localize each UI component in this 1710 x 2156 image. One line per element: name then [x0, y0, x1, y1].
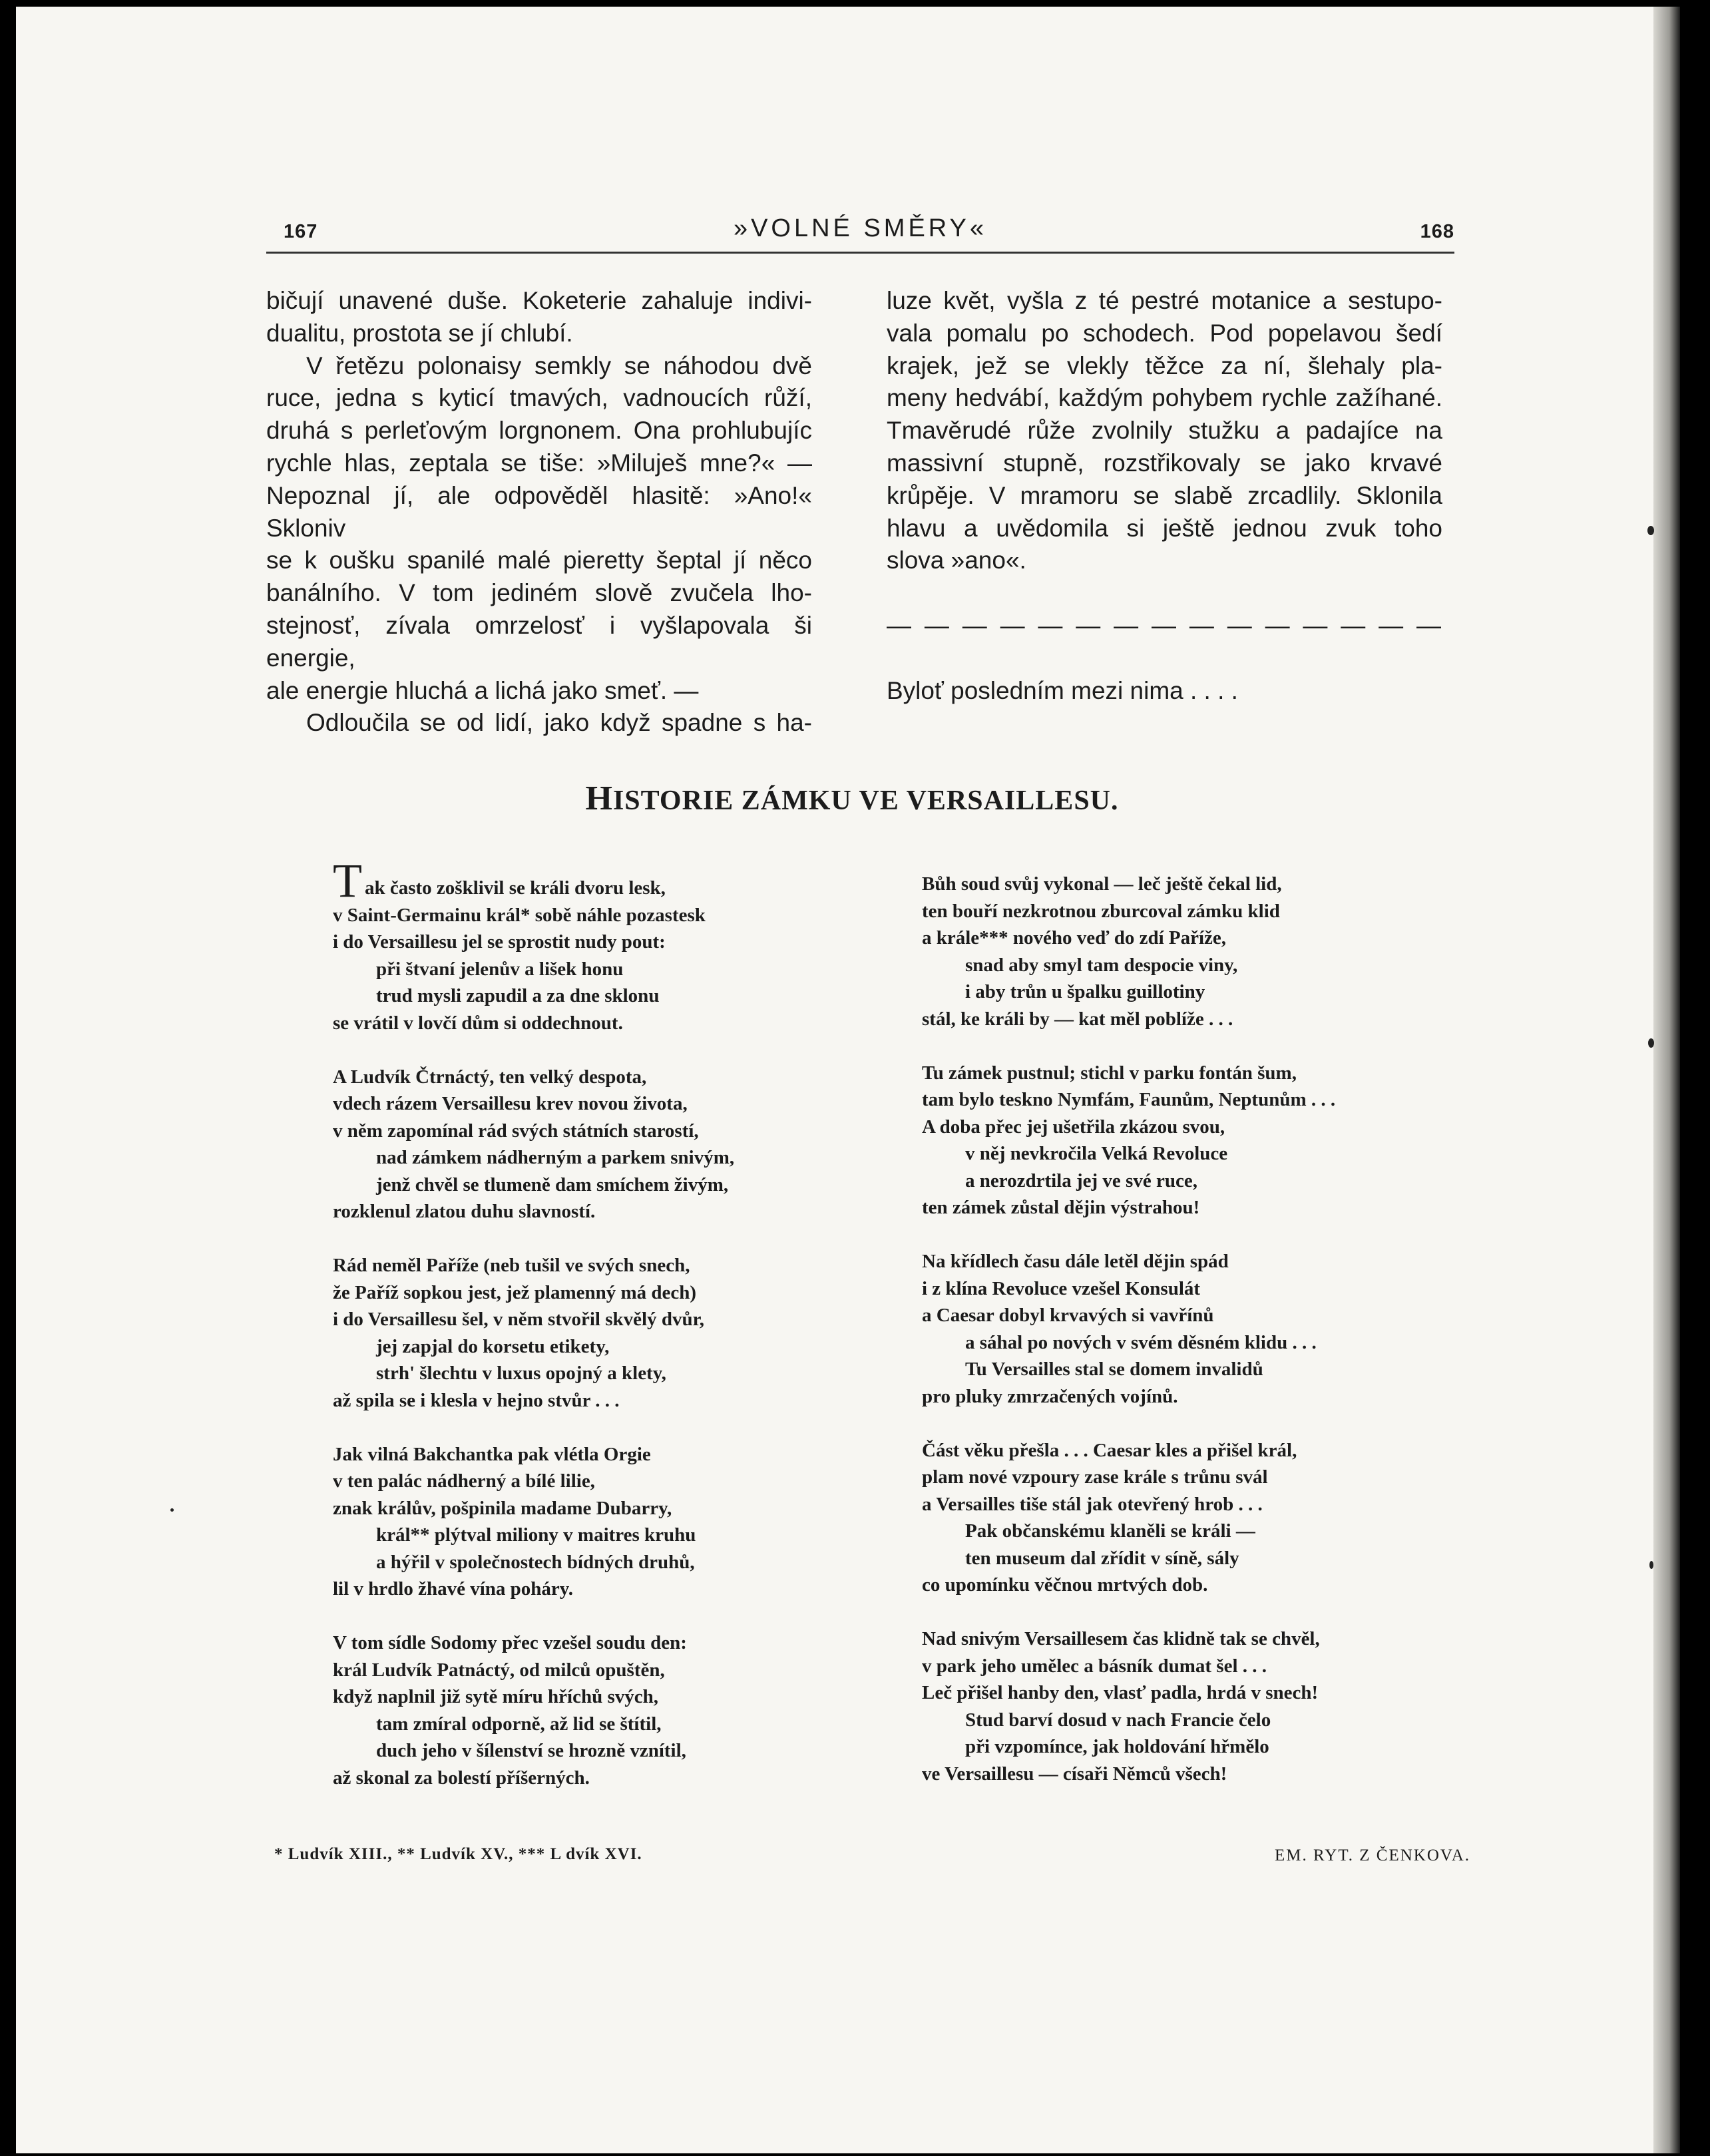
poem-verse: trud mysli zapudil a za dne sklonu — [376, 985, 660, 1006]
prose-column-left — [266, 285, 812, 740]
prose-gap — [887, 642, 1442, 675]
prose-line: stejnosť, zívala omrzelosť i vyšlapovala ši energie, — [266, 611, 812, 672]
poem-verse: nad zámkem nádherným a parkem snivým, — [376, 1147, 735, 1168]
poem-verse: v park jeho umělec a básník dumat šel . . . — [922, 1655, 1267, 1677]
poem-verse: a Versailles tiše stál jak otevřený hrob . . . — [922, 1493, 1263, 1515]
poem-verse: a sáhal po nových v svém děsném klidu . . . — [965, 1331, 1317, 1353]
poem-verse: Bůh soud svůj vykonal — leč ještě čekal lid, — [922, 873, 1282, 895]
right-page-number: 168 — [1420, 221, 1454, 242]
scan-speck — [170, 1508, 174, 1512]
poem-stanza — [922, 1625, 1441, 1787]
poem-verse: Tu zámek pustnul; stichl v parku fontán šum, — [922, 1062, 1297, 1084]
poem-verse: snad aby smyl tam despocie viny, — [965, 954, 1238, 976]
poem-verse: Stud barví dosud v nach Francie čelo — [965, 1709, 1271, 1731]
prose-line: se k oušku spanilé malé pieretty šeptal jí něco — [266, 546, 812, 574]
prose-line: vala pomalu po schodech. Pod popelavou šedí — [887, 319, 1442, 347]
separator-dashes: — — — — — — — — — — — — — — — — [887, 611, 1442, 639]
poem-verse: ve Versaillesu — císaři Němců všech! — [922, 1763, 1227, 1785]
prose-line: bičují unavené duše. Koketerie zahaluje indivi- — [266, 287, 812, 314]
prose-line: druhá s perleťovým lorgnonem. Ona prohlubujíc — [266, 417, 812, 445]
poem-stanza — [333, 1064, 812, 1225]
poem-stanza — [922, 1248, 1441, 1410]
poem-verse: A doba přec jej ušetřila zkázou svou, — [922, 1116, 1225, 1138]
section-title-rest: ISTORIE ZÁMKU VE VERSAILLESU. — [612, 785, 1119, 816]
poem-verse: při vzpomínce, jak holdování hřmělo — [965, 1736, 1269, 1757]
poem-verse: a Caesar dobyl krvavých si vavřínů — [922, 1305, 1214, 1326]
header-rule — [266, 252, 1454, 254]
poem-verse: v ten palác nádherný a bílé lilie, — [333, 1470, 595, 1492]
poem-verse: stál, ke králi by — kat měl poblíže . . . — [922, 1008, 1233, 1030]
page-edge-shadow — [1653, 7, 1680, 2153]
left-page-number: 167 — [284, 221, 318, 242]
prose-line: meny hedvábí, každým pohybem rychle zažíhané. — [887, 384, 1442, 412]
poem-verse: král Ludvík Patnáctý, od milců opuštěn, — [333, 1659, 665, 1681]
scan-speck — [1648, 1038, 1654, 1048]
prose-line: rychle hlas, zeptala se tiše: »Miluješ mne?« — — [266, 449, 812, 477]
prose-line: ale energie hluchá a lichá jako smeť. — — [266, 676, 699, 704]
poem-verse: jenž chvěl se tlumeně dam smíchem živým, — [376, 1174, 729, 1195]
poem-verse: duch jeho v šílenství se hrozně vznítil, — [376, 1740, 686, 1761]
poem-column-left — [333, 854, 812, 1819]
poem-verse: co upomínku věčnou mrtvých dob. — [922, 1574, 1208, 1596]
poem-verse: plam nové vzpoury zase krále s trůnu svál — [922, 1466, 1268, 1488]
poem-verse: vdech rázem Versaillesu krev novou života, — [333, 1093, 688, 1114]
poem-verse: a nerozdrtila jej ve své ruce, — [965, 1170, 1197, 1191]
poem-verse: když naplnil již sytě míru hříchů svých, — [333, 1686, 659, 1707]
closing-line: Byloť posledním mezi nima . . . . — [887, 676, 1238, 704]
poem-stanza — [333, 854, 812, 1036]
poem-stanza — [333, 1252, 812, 1414]
poem-verse: až spila se i klesla v hejno stvůr . . . — [333, 1389, 620, 1411]
running-title: »VOLNÉ SMĚRY« — [733, 214, 988, 242]
poem-verse: Na křídlech času dále letěl dějin spád — [922, 1251, 1229, 1272]
section-title-initial: H — [585, 779, 613, 817]
prose-line: banálního. V tom jediném slově zvučela lho- — [266, 579, 812, 607]
prose-line: luze květ, vyšla z té pestré motanice a sestupo- — [887, 287, 1442, 314]
author-signature: EM. RYT. Z ČENKOVA. — [1275, 1846, 1471, 1864]
poem-verse: se vrátil v lovčí dům si oddechnout. — [333, 1012, 623, 1034]
poem-verse: Rád neměl Paříže (neb tušil ve svých snech, — [333, 1255, 690, 1276]
poem-verse: a hýřil v společnostech bídných druhů, — [376, 1551, 695, 1573]
prose-line: V řetězu polonaisy semkly se náhodou dvě — [306, 351, 812, 379]
poem-verse: tam bylo teskno Nymfám, Faunům, Neptunům . . . — [922, 1089, 1336, 1110]
poem-column-right — [922, 871, 1441, 1815]
poem-verse: Nad snivým Versaillesem čas klidně tak se chvěl, — [922, 1628, 1320, 1649]
poem-verse: V tom sídle Sodomy přec vzešel soudu den: — [333, 1632, 687, 1653]
poem-verse: Tak často zošklivil se králi dvoru lesk, — [333, 854, 666, 907]
poem-verse: i do Versaillesu šel, v něm stvořil skvělý dvůr, — [333, 1309, 705, 1330]
poem-verse: i aby trůn u špalku guillotiny — [965, 981, 1205, 1002]
poem-verse: až skonal za bolestí příšerných. — [333, 1767, 590, 1789]
poem-verse: tam zmíral odporně, až lid se štítil, — [376, 1713, 662, 1735]
poem-stanza — [922, 1437, 1441, 1599]
section-title — [0, 779, 1704, 818]
poem-verse: Tu Versailles stal se domem invalidů — [965, 1359, 1263, 1380]
poem-verse: ten zámek zůstal dějin výstrahou! — [922, 1197, 1200, 1218]
poem-verse: při štvaní jelenův a lišek honu — [376, 958, 624, 980]
prose-column-right — [887, 285, 1442, 707]
poem-verse: i z klína Revoluce vzešel Konsulát — [922, 1277, 1201, 1299]
prose-line: Tmavěrudé růže zvolnily stužku a padajíce na — [887, 417, 1442, 445]
scan-speck — [1647, 526, 1654, 535]
poem-verse: znak králův, pošpinila madame Dubarry, — [333, 1497, 672, 1519]
poem-verse: rozklenul zlatou duhu slavností. — [333, 1201, 596, 1222]
poem-verse: v Saint-Germainu král* sobě náhle pozastesk — [333, 904, 706, 926]
scan-speck — [1649, 1561, 1653, 1569]
poem-verse: v něm zapomínal rád svých státních starostí, — [333, 1120, 699, 1142]
prose-line: krajek, jež se vlekly těžce za ní, šlehaly pla- — [887, 351, 1442, 379]
drop-cap-letter: T — [333, 854, 362, 907]
poem-verse: i do Versaillesu jel se sprostit nudy pout: — [333, 931, 666, 953]
prose-line: dualitu, prostota se jí chlubí. — [266, 319, 573, 347]
prose-line: slova »ano«. — [887, 546, 1026, 574]
poem-verse: Jak vilná Bakchantka pak vlétla Orgie — [333, 1443, 651, 1465]
prose-line: massivní stupně, rozstřikovaly se jako krvavé — [887, 449, 1442, 477]
poem-verse: lil v hrdlo žhavé vína poháry. — [333, 1578, 573, 1600]
poem-stanza — [922, 871, 1441, 1032]
poem-verse: ten bouří nezkrotnou zburcoval zámku klid — [922, 900, 1280, 922]
poem-verse: strh' šlechtu v luxus opojný a klety, — [376, 1363, 666, 1384]
footnote: * Ludvík XIII., ** Ludvík XV., *** L dvík XVI. — [274, 1845, 642, 1863]
poem-stanza — [333, 1441, 812, 1603]
poem-verse: pro pluky zmrzačených vojínů. — [922, 1385, 1178, 1407]
poem-verse: v něj nevkročila Velká Revoluce — [965, 1143, 1228, 1164]
prose-line: hlavu a uvědomila si ještě jednou zvuk toho — [887, 514, 1442, 542]
prose-line: Odloučila se od lidí, jako když spadne s ha- — [306, 709, 812, 737]
poem-verse: a krále*** nového veď do zdí Paříže, — [922, 927, 1227, 949]
prose-line: krůpěje. V mramoru se slabě zrcadlily. Sklonila — [887, 481, 1442, 509]
poem-verse: že Paříž sopkou jest, jež plamenný má dech) — [333, 1281, 697, 1303]
poem-verse: Leč přišel hanby den, vlasť padla, hrdá v snech! — [922, 1682, 1319, 1703]
poem-verse: Část věku přešla . . . Caesar kles a přišel král, — [922, 1439, 1297, 1461]
poem-verse: Pak občanskému klaněli se králi — — [965, 1520, 1255, 1542]
poem-verse: král** plýtval miliony v maitres kruhu — [376, 1524, 696, 1546]
poem-stanza — [922, 1060, 1441, 1221]
prose-gap — [887, 577, 1442, 610]
poem-verse: ten museum dal zřídit v síně, sály — [965, 1547, 1239, 1569]
page-header — [266, 214, 1454, 252]
poem-stanza — [333, 1629, 812, 1791]
prose-line: ruce, jedna s kyticí tmavých, vadnoucích růží, — [266, 384, 812, 412]
poem-verse: A Ludvík Čtrnáctý, ten velký despota, — [333, 1066, 647, 1088]
prose-line: Nepoznal jí, ale odpověděl hlasitě: »Ano!« Skloniv — [266, 481, 812, 542]
poem-verse: jej zapjal do korsetu etikety, — [376, 1335, 610, 1357]
